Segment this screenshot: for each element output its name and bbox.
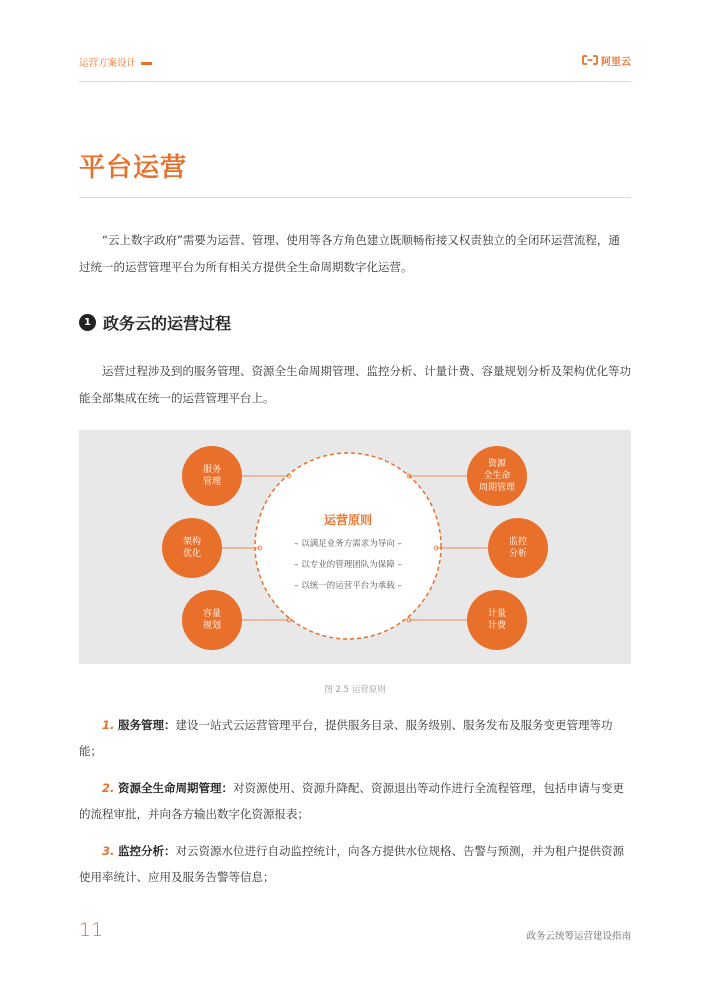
- section-accent-bar: [141, 62, 152, 65]
- page-header: [79, 52, 631, 82]
- logo-text: 阿里云: [601, 56, 631, 68]
- brand-logo: [582, 52, 631, 68]
- principle-line: – 以满足业务方需求为导向 –: [294, 539, 402, 549]
- operations-diagram: [79, 430, 631, 664]
- item-title: 服务管理：: [118, 718, 176, 732]
- item-text: 对云资源水位进行自动监控统计，向各方提供水位规格、告警与预测，并为租户提供资源使用率统计、应用及服务告警等信息；: [79, 844, 625, 884]
- item-text: 建设一站式云运营管理平台，提供服务目录、服务级别、服务发布及服务变更管理等功能；: [79, 718, 613, 758]
- item-number: 3.: [102, 844, 115, 858]
- title-divider: [79, 197, 631, 198]
- node-capacity-planning: 容量 规划: [182, 590, 242, 650]
- subsection-number-badge: 1: [79, 314, 96, 331]
- node-monitoring-analysis: 监控 分析: [488, 518, 548, 578]
- principle-line: – 以统一的运营平台为承载 –: [294, 581, 402, 591]
- list-item: [79, 712, 631, 764]
- subsection-title: 政务云的运营过程: [103, 314, 232, 333]
- node-resource-lifecycle: 资源 全生命 周期管理: [467, 446, 527, 506]
- node-service-management: 服务 管理: [182, 446, 242, 506]
- item-title: 监控分析：: [118, 844, 176, 858]
- item-title: 资源全生命周期管理：: [118, 781, 234, 795]
- aliyun-logo-icon: [582, 55, 598, 65]
- principles-center: [268, 453, 428, 639]
- list-item: [79, 838, 631, 890]
- principles-title: 运营原则: [323, 513, 372, 527]
- section-label: 运营方案设计: [79, 58, 137, 69]
- item-number: 1.: [102, 718, 115, 732]
- process-paragraph: 运营过程涉及到的服务管理、资源全生命周期管理、监控分析、计量计费、容量规划分析及架构优化等功能全部集成在统一的运营管理平台上。: [79, 364, 631, 405]
- principle-line: – 以专业的管理团队为保障 –: [294, 560, 402, 570]
- intro-paragraph: “云上数字政府”需要为运营、管理、使用等各方角色建立既顺畅衔接又权责独立的全闭环运营流程，通过统一的运营管理平台为所有相关方提供全生命周期数字化运营。: [79, 233, 620, 274]
- item-text: 对资源使用、资源升降配、资源退出等动作进行全流程管理，包括申请与变更的流程审批，并向各方输出数字化资源报表；: [79, 781, 625, 821]
- page-title: 平台运营: [79, 153, 188, 183]
- page-number: 11: [79, 919, 104, 941]
- subsection-heading: [79, 311, 231, 334]
- list-item: [79, 775, 631, 827]
- figure-caption: 图 2.5 运营原则: [324, 685, 386, 695]
- node-architecture-optimization: 架构 优化: [162, 518, 222, 578]
- item-number: 2.: [102, 781, 115, 795]
- footer-doc-title: 政务云统筹运营建设指南: [526, 931, 631, 942]
- node-metering-billing: 计量 计费: [467, 590, 527, 650]
